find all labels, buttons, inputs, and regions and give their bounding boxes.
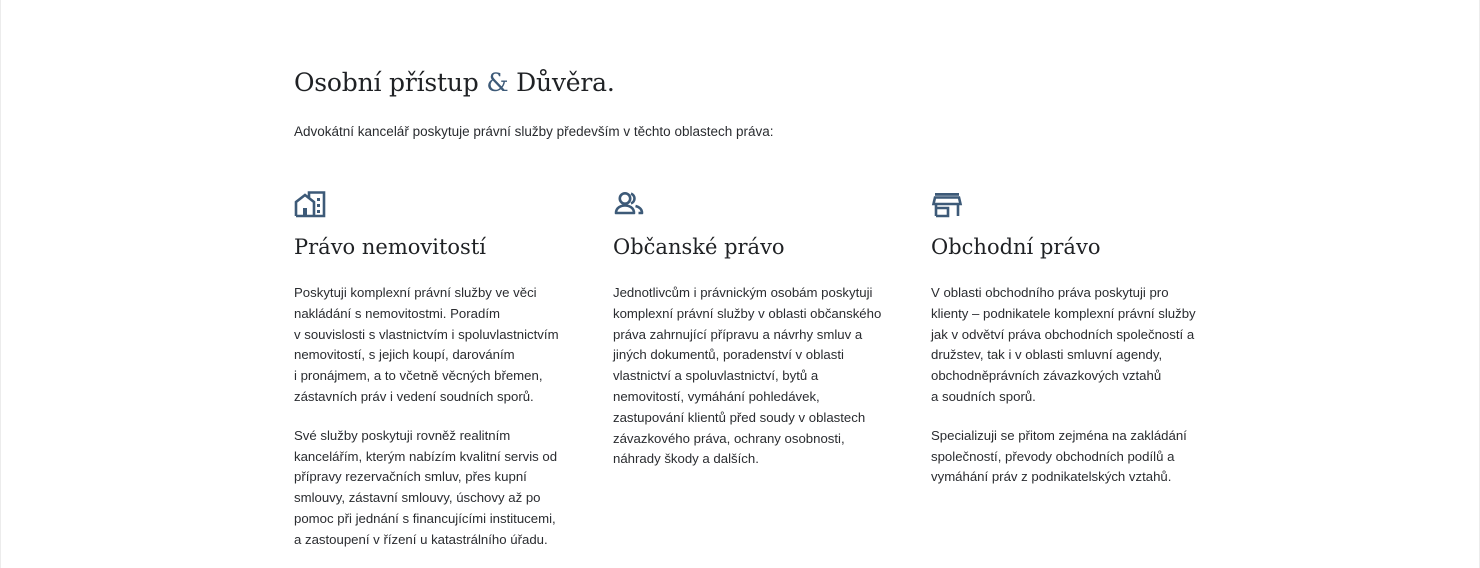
service-title: Právo nemovitostí (294, 235, 486, 259)
heading-ampersand: & (486, 68, 509, 97)
service-paragraph: Poskytuji komplexní právní služby ve věci nakládání s nemovitostmi. Poradím v souvislosti s vlastnictvím i spoluvlastnictvím nemovitostí, s jejich koupí, darováním i pronájmem, a to včetně věcných břemen, zástavních práv i vedení soudních sporů. (294, 285, 559, 404)
section-heading (294, 68, 615, 97)
people-icon (613, 190, 645, 218)
service-paragraph: Své služby poskytuji rovněž realitním kancelářím, kterým nabízím kvalitní servis od přípravy rezervačních smluv, přes kupní smlouvy, zástavní smlouvy, úschovy až po pomoc při jednání s financujícími institucemi, a zastoupení v řízení u katastrálního úřadu. (294, 427, 558, 547)
store-icon (931, 190, 963, 218)
service-commercial-law (931, 190, 1201, 488)
service-civil-law (613, 190, 883, 470)
service-paragraph: V oblasti obchodního práva poskytuji pro klienty – podnikatele komplexní právní služby jak v odvětví práva obchodních společností a družstev, tak i v oblasti smluvní agendy, obchodněprávních závazkových vztahů a soudních sporů. (931, 285, 1196, 404)
service-paragraph: Specializuji se přitom zejména na zakládání společností, převody obchodních podílů a vymáhání práv z podnikatelských vztahů. (931, 427, 1187, 485)
service-title: Obchodní právo (931, 235, 1101, 259)
service-real-estate (294, 190, 564, 551)
heading-part-1: Osobní přístup (294, 68, 479, 97)
intro-text: Advokátní kancelář poskytuje právní služby především v těchto oblastech práva: (294, 124, 774, 139)
service-paragraph: Jednotlivcům i právnickým osobám poskytuji komplexní právní služby v oblasti občanského práva zahrnující přípravu a návrhy smluv a jiných dokumentů, poradenství v oblasti vlastnictví a spoluvlastnictví, bytů a nemovitostí, vymáhání pohledávek, zastupování klientů před soudy v oblastech závazkového práva, ochrany osobnosti, náhrady škody a dalších. (613, 285, 882, 467)
building-icon (294, 190, 326, 218)
heading-part-2: Důvěra. (516, 68, 615, 97)
service-title: Občanské právo (613, 235, 785, 259)
